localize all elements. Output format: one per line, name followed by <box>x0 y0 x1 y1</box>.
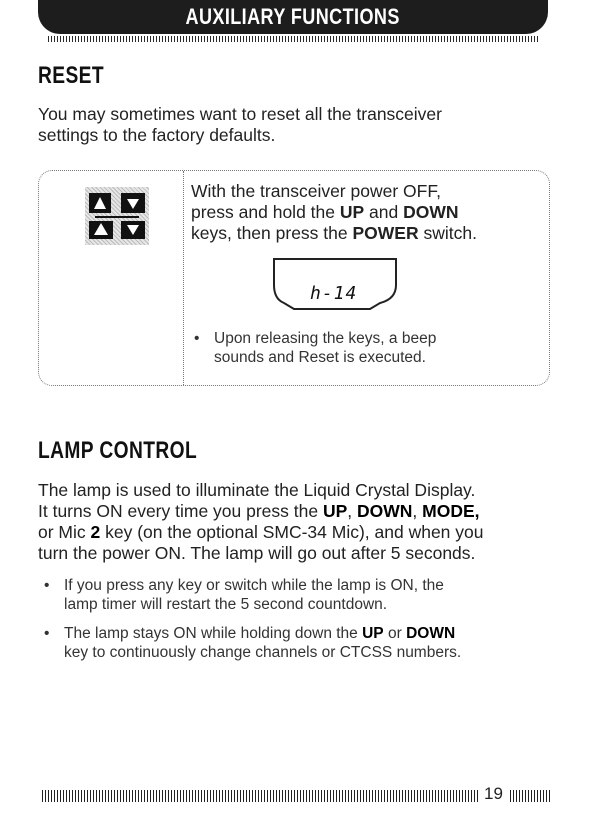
lcd-display <box>270 255 400 313</box>
reset-intro-line: settings to the factory defaults. <box>38 125 276 145</box>
lamp-bullet-1: • If you press any key or switch while the lamp is ON, the lamp timer will restart the 5 second countdown. <box>44 577 444 613</box>
bullet-line: If you press any key or switch while the lamp is ON, the <box>64 577 444 594</box>
lamp-bullet-2: • The lamp stays ON while holding down the UP or DOWN key to continuously change channels or CTCSS numbers. <box>44 625 462 661</box>
step-line: With the transceiver power OFF, <box>191 181 441 201</box>
note-line: sounds and Reset is executed. <box>214 349 426 366</box>
up-down-keys-icon <box>85 187 149 245</box>
box-divider <box>183 171 184 385</box>
lamp-description <box>38 480 483 564</box>
lcd-readout: h-14 <box>310 283 358 304</box>
reset-procedure-box <box>38 170 550 386</box>
lamp-control-heading: LAMP CONTROL <box>38 437 198 464</box>
reset-intro-line: You may sometimes want to reset all the transceiver <box>38 104 442 124</box>
lamp-line: It turns ON every time you press the UP, DOWN, MODE, <box>38 501 480 521</box>
note-line: Upon releasing the keys, a beep <box>214 330 437 347</box>
header-bar <box>38 0 548 34</box>
footer-stripe <box>42 790 480 802</box>
lamp-line: turn the power ON. The lamp will go out after 5 seconds. <box>38 543 476 563</box>
reset-heading: RESET <box>38 62 105 89</box>
step-line: keys, then press the POWER switch. <box>191 223 477 243</box>
bullet-line: The lamp stays ON while holding down the UP or DOWN <box>64 625 456 642</box>
bullet-line: key to continuously change channels or CTCSS numbers. <box>64 644 462 661</box>
page-number: 19 <box>484 784 503 803</box>
reset-intro <box>38 104 442 146</box>
lamp-line: or Mic 2 key (on the optional SMC-34 Mic), and when you <box>38 522 484 542</box>
down-key-label: DOWN <box>403 202 459 222</box>
footer-stripe-right <box>510 790 550 802</box>
lamp-line: The lamp is used to illuminate the Liquid Crystal Display. <box>38 480 476 500</box>
reset-step-text <box>191 181 477 244</box>
up-key-label: UP <box>339 202 365 222</box>
power-key-label: POWER <box>352 223 419 243</box>
step-line: press and hold the UP and DOWN <box>191 202 459 222</box>
reset-note: • Upon releasing the keys, a beep sounds and Reset is executed. <box>194 330 437 366</box>
bullet-line: lamp timer will restart the 5 second countdown. <box>64 596 388 613</box>
page-title: AUXILIARY FUNCTIONS <box>185 4 401 29</box>
